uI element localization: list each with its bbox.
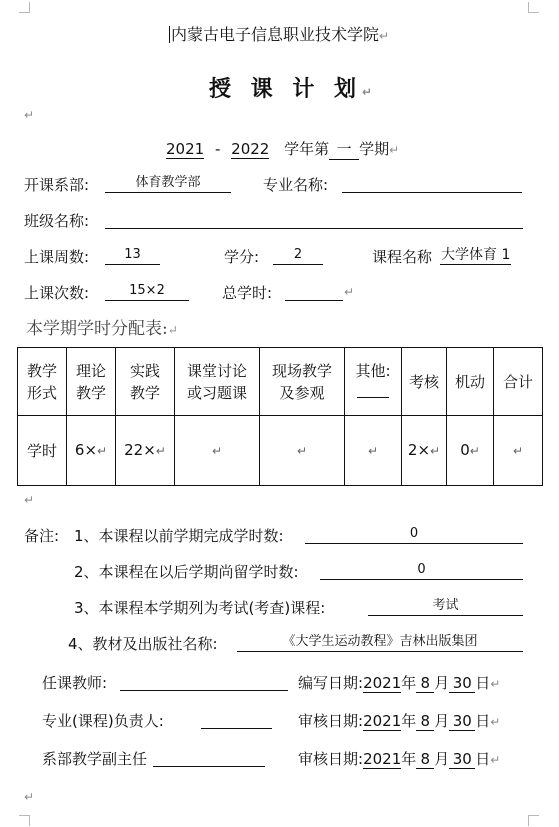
remark-4-text: 4、教材及出版社名称: [68,635,218,653]
value-cell-other[interactable]: ↵ [345,416,402,486]
value-cell-theory[interactable]: 6×↵ [67,416,116,486]
paragraph-mark-icon: ↵ [389,143,400,157]
paragraph-mark-icon: ↵ [344,285,355,299]
date-year[interactable]: 2021 [363,712,402,730]
header-cell-other: 其他: [345,348,402,416]
date-month[interactable]: 8 [416,712,434,731]
header-cell: 机动 [447,348,494,416]
school-name-text: 内蒙古电子信息职业技术学院 [171,25,380,44]
class-name-label: 班级名称: [24,212,90,230]
year-end: 2022 [231,140,270,158]
paragraph-mark-icon: ↵ [167,323,178,337]
header-cell: 教学 形式 [18,348,67,416]
remark-2-text: 2、本课程在以后学期尚留学时数: [74,563,299,581]
date-row-2: 审核日期:2021年 8 月 30 日↵ [298,712,501,730]
date-day[interactable]: 30 [449,712,475,731]
value-cell-flexible[interactable]: 0↵ [447,416,494,486]
crop-mark-top-right [528,2,539,13]
weeks-value: 13 [124,247,141,262]
school-name [169,22,389,45]
text-cursor [169,26,170,43]
value-cell-field[interactable]: ↵ [260,416,345,486]
header-cell: 合计 [494,348,543,416]
leader-label: 专业(课程)负责人: [42,712,164,730]
leader-field[interactable] [201,710,272,729]
date-year[interactable]: 2021 [363,674,402,692]
document-title-text: 授 课 计 划 [209,77,362,102]
major-label: 专业名称: [263,176,329,194]
remark-3-field[interactable]: 考试 [368,597,523,616]
sessions-value: 15×2 [129,283,165,298]
remark-1-text: 1、本课程以前学期完成学时数: [74,527,284,545]
total-hours-field[interactable] [285,282,343,301]
table-row-hours [18,416,543,486]
remark-2-field[interactable]: 0 [320,561,523,580]
paragraph-mark-icon: ↵ [24,108,35,122]
table-header-row [18,348,543,416]
header-cell: 考核 [402,348,447,416]
crop-mark-bottom-left [19,815,30,826]
value-cell-total[interactable]: ↵ [494,416,543,486]
dept-field[interactable] [105,174,231,193]
other-blank[interactable] [357,387,389,398]
vice-director-label: 系部教学副主任 [42,750,148,768]
alloc-title-text: 本学期学时分配表: [26,319,168,339]
credits-label: 学分: [224,248,260,266]
date-month[interactable]: 8 [416,674,434,693]
term-line [166,138,399,160]
weeks-field[interactable] [105,246,160,265]
term-text-end: 学期 [359,140,390,158]
paragraph-mark-icon: ↵ [24,790,35,804]
value-cell-discussion[interactable]: ↵ [175,416,260,486]
date-row-1: 编写日期:2021年 8 月 30 日↵ [298,674,501,692]
remark-3-text: 3、本课程本学期列为考试(考查)课程: [74,599,326,617]
crop-mark-bottom-right [528,815,539,826]
paragraph-mark-icon: ↵ [24,493,35,507]
date-day[interactable]: 30 [449,750,475,769]
value-cell-practice[interactable]: 22×↵ [116,416,175,486]
course-label: 课程名称 [372,248,433,266]
year-dash: - [214,140,221,158]
course-field[interactable] [440,246,511,265]
header-cell: 课堂讨论 或习题课 [175,348,260,416]
crop-mark-top-left [19,2,30,13]
course-value: 大学体育 1 [441,247,511,263]
teacher-field[interactable] [120,672,288,691]
dept-value: 体育教学部 [135,175,201,190]
header-cell: 现场教学 及参观 [260,348,345,416]
header-cell: 理论 教学 [67,348,116,416]
paragraph-mark-icon: ↵ [379,29,390,43]
document-title [209,72,372,103]
dept-label: 开课系部: [24,176,90,194]
remarks-label: 备注: [24,527,60,545]
date-month[interactable]: 8 [416,750,434,769]
year-start: 2021 [166,140,205,158]
header-cell: 实践 教学 [116,348,175,416]
remark-4-field[interactable]: 《大学生运动教程》吉林出版集团 [237,633,523,652]
paragraph-mark-icon: ↵ [361,85,373,99]
term-number: 一 [329,138,359,160]
weeks-label: 上课周数: [24,248,90,266]
sessions-label: 上课次数: [24,284,90,302]
class-name-field[interactable] [105,210,523,229]
major-field[interactable] [342,174,522,193]
date-row-3: 审核日期:2021年 8 月 30 日↵ [298,750,501,768]
term-text-mid: 学年第 [284,140,330,158]
alloc-title [26,314,178,339]
sessions-field[interactable] [105,282,189,301]
vice-director-field[interactable] [153,748,265,767]
teacher-label: 任课教师: [42,674,108,692]
remark-1-field[interactable]: 0 [305,525,523,544]
hours-allocation-table [17,347,543,486]
value-cell-exam[interactable]: 2×↵ [402,416,447,486]
credits-value: 2 [293,247,303,262]
total-hours-label: 总学时: [222,284,273,302]
row-label-cell: 学时 [18,416,67,486]
date-day[interactable]: 30 [449,674,475,693]
credits-field[interactable] [273,246,323,265]
date-year[interactable]: 2021 [363,750,402,768]
